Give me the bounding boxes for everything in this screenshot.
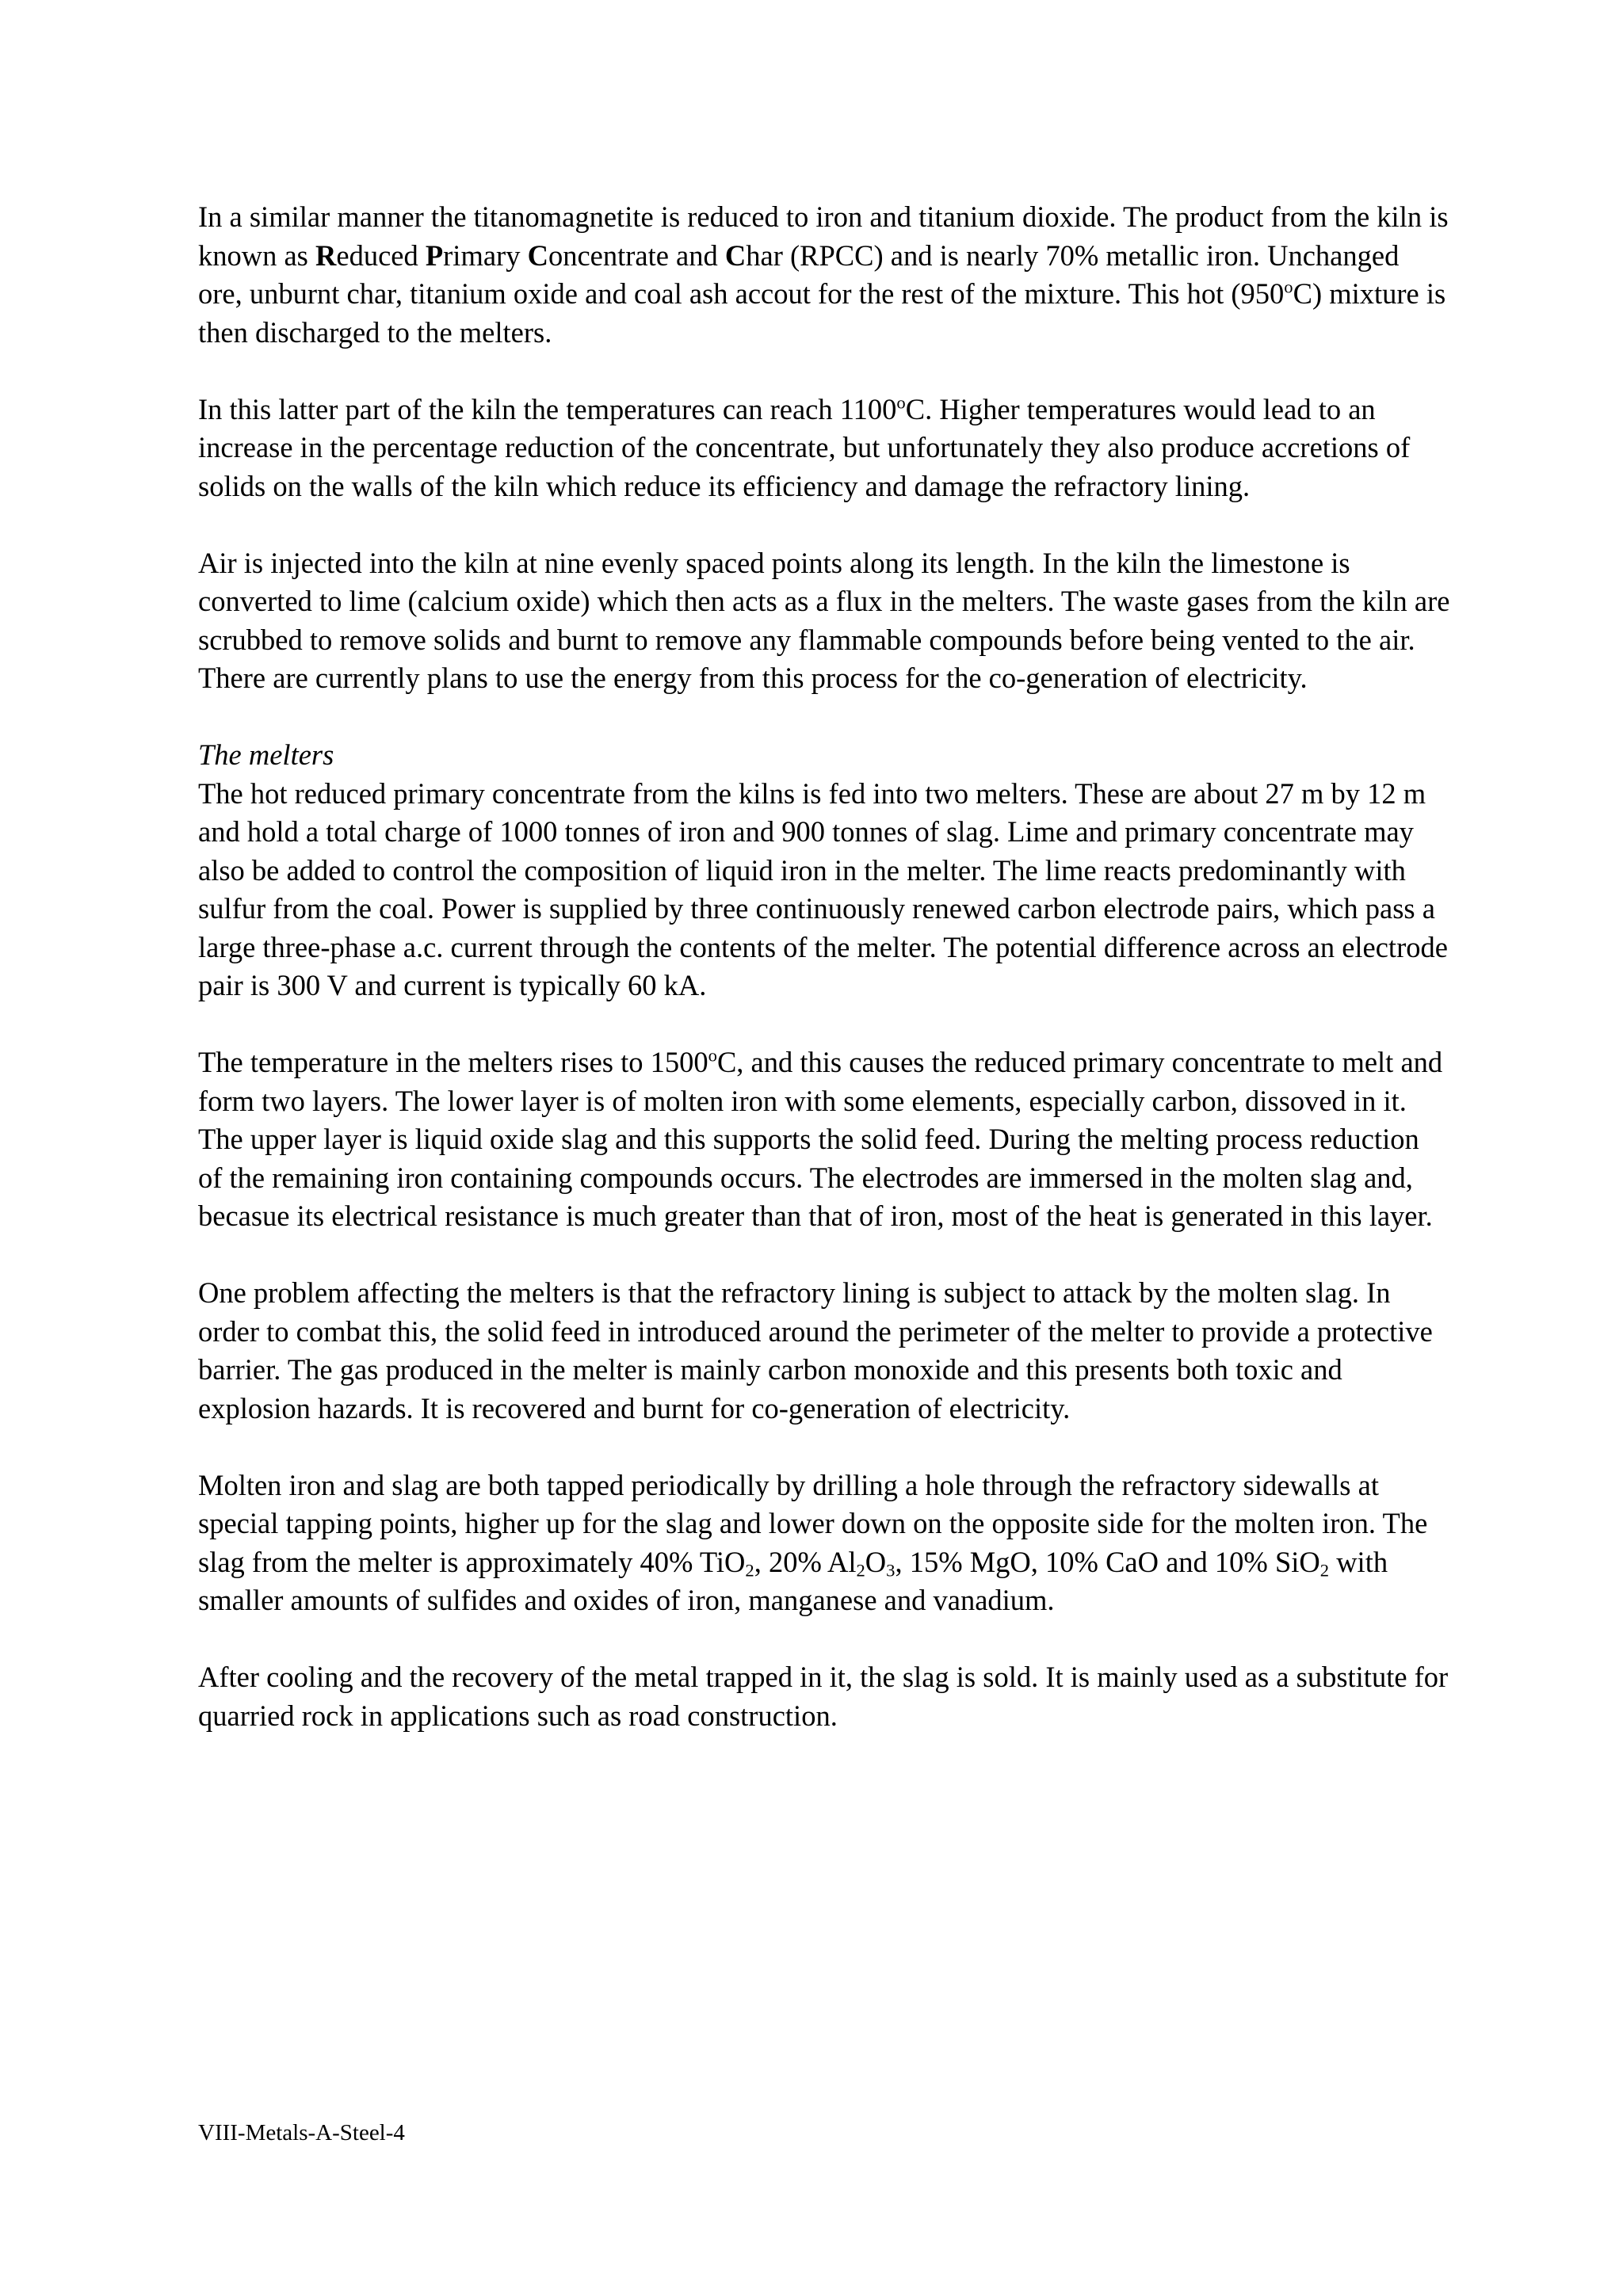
subscript: 3 [886,1560,896,1581]
paragraph-kiln-temperature [198,391,1450,506]
bold-letter: C [527,238,548,272]
degree-superscript: o [708,1045,717,1066]
text-run: , 20% Al [754,1545,857,1578]
paragraph-melters-description: The hot reduced primary concentrate from the kilns is fed into two melters. These are about 27 m by 12 m and hold a total charge of 1000 tonnes of iron and 900 tonnes of slag. Lime and primary concentrate may also be added to control the composition of liquid iron in the melter. The lime reacts predominantly with sulfur from the coal. Power is supplied by three continuously renewed carbon electrode pairs, which pass a large three-phase a.c. current through the contents of the melter. The potential difference across an electrode pair is 300 V and current is typically 60 kA. [198,776,1448,1001]
text-run: In this latter part of the kiln the temperatures can reach 1100 [198,392,897,425]
subscript: 2 [1319,1560,1330,1581]
text-run: C. Higher temperatures would lead to an increase in the percentage reduction of the concentrate, but unfortunately they also produce accretions of solids on the walls of the kiln which reduce its efficiency and damage the refractory lining. [198,392,1411,502]
text-run: C, and this causes the reduced primary concentrate to melt and form two layers. The lower layer is of molten iron with some elements, especially carbon, dissoved in it. The upper layer is liquid oxide slag and this supports the solid feed. During the melting process reduction of the remaining iron containing compounds occurs. The electrodes are immersed in the molten slag and, becasue its electrical resistance is much greater than that of iron, most of the heat is generated in this layer. [198,1046,1443,1232]
paragraph-kiln-product [198,198,1450,352]
page-footer: VIII-Metals-A-Steel-4 [198,2120,405,2145]
text-run: In a similar manner the titanomagnetite is reduced to iron and titanium dioxide. The product from the kiln is known as [198,200,1449,272]
degree-superscript: o [896,391,906,412]
paragraph-air-injection: Air is injected into the kiln at nine evenly spaced points along its length. In the kiln the limestone is converted to lime (calcium oxide) which then acts as a flux in the melters. The waste gases from the kiln are scrubbed to remove solids and burnt to remove any flammable compounds before being vented to the air. There are currently plans to use the energy from this process for the co-generation of electricity. [198,546,1450,694]
subscript: 2 [745,1560,754,1581]
text-run: with smaller amounts of sulfides and oxides of iron, manganese and vanadium. [198,1545,1388,1616]
bold-letter: R [315,238,337,272]
bold-letter: P [425,238,444,272]
document-body [198,198,1450,1735]
text-run: O [865,1545,887,1578]
section-heading-melters: The melters [198,738,334,771]
text-run: har (RPCC) and is nearly 70% metallic iron. Unchanged ore, unburnt char, titanium oxide and coal ash accout for the rest of the mixture. This hot (950 [198,238,1400,310]
paragraph-melter-temperature [198,1043,1450,1236]
subscript: 2 [856,1560,865,1581]
text-run: oncentrate and [548,238,725,272]
paragraph-refractory-problem: One problem affecting the melters is that the refractory lining is subject to attack by the molten slag. In order to combat this, the solid feed in introduced around the perimeter of the melter to provide a protective barrier. The gas produced in the melter is mainly carbon monoxide and this presents both toxic and explosion hazards. It is recovered and burnt for co-generation of electricity. [198,1276,1433,1425]
text-run: The temperature in the melters rises to 1500 [198,1046,708,1078]
text-run: C) mixture is then discharged to the melters. [198,277,1446,349]
paragraph-tapping [198,1466,1450,1620]
text-run: educed [336,238,426,272]
bold-letter: C [724,238,747,272]
text-run: rimary [443,238,528,272]
paragraph-slag-use: After cooling and the recovery of the metal trapped in it, the slag is sold. It is mainly used as a substitute for quarried rock in applications such as road construction. [198,1661,1449,1732]
degree-superscript: o [1284,277,1293,297]
text-run: , 15% MgO, 10% CaO and 10% SiO [895,1545,1320,1578]
text-run: Molten iron and slag are both tapped periodically by drilling a hole through the refractory sidewalls at special tapping points, higher up for the slag and lower down on the opposite side for the molten iron. The slag from the melter is approximately 40% TiO [198,1468,1428,1578]
